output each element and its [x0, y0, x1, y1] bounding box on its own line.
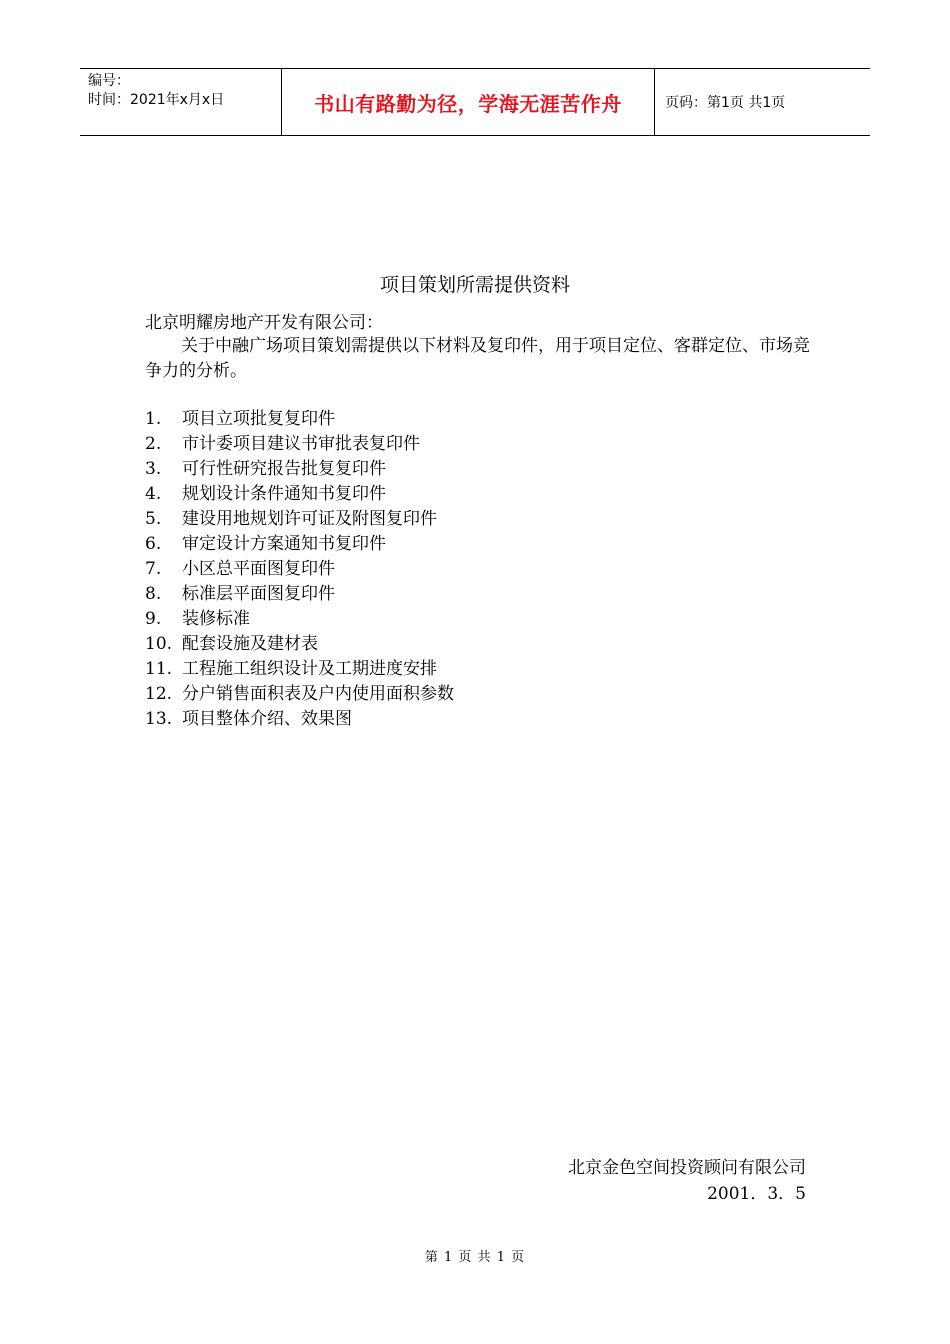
list-item-text: 建设用地规划许可证及附图复印件: [182, 509, 437, 529]
list-item-number: 10.: [145, 634, 173, 654]
signature-block: [568, 1155, 806, 1207]
list-item-number: 1.: [145, 409, 162, 429]
list-item-number: 4.: [145, 484, 162, 504]
signature-date: 2001．3．5: [707, 1184, 806, 1204]
list-item: [145, 557, 454, 582]
list-item-number: 13.: [145, 709, 173, 729]
list-item-text: 审定设计方案通知书复印件: [182, 534, 386, 554]
list-item: [145, 457, 454, 482]
list-item-number: 8.: [145, 584, 162, 604]
list-item-text: 项目立项批复复印件: [182, 409, 335, 429]
list-item-text: 标准层平面图复印件: [182, 584, 335, 604]
list-item: [145, 657, 454, 682]
list-item-number: 5.: [145, 509, 162, 529]
list-item-number: 6.: [145, 534, 162, 554]
list-item: [145, 432, 454, 457]
list-item-text: 装修标准: [182, 609, 250, 629]
list-item-number: 9.: [145, 609, 162, 629]
signature-company: 北京金色空间投资顾问有限公司: [568, 1158, 806, 1178]
list-item-number: 11.: [145, 659, 173, 679]
header-page-cell: [655, 69, 870, 135]
list-item-text: 市计委项目建议书审批表复印件: [182, 434, 420, 454]
addressee: 北京明耀房地产开发有限公司：: [145, 313, 383, 333]
list-item: [145, 507, 454, 532]
materials-list: [145, 407, 454, 732]
page-header: [80, 68, 870, 136]
list-item-number: 7.: [145, 559, 162, 579]
list-item: [145, 482, 454, 507]
list-item-text: 分户销售面积表及户内使用面积参数: [182, 684, 454, 704]
intro-paragraph: 关于中融广场项目策划需提供以下材料及复印件，用于项目定位、客群定位、市场竞争力的分析。: [145, 336, 810, 381]
list-item-text: 规划设计条件通知书复印件: [182, 484, 386, 504]
list-item-number: 2.: [145, 434, 162, 454]
document-title: 项目策划所需提供资料: [379, 274, 570, 296]
page-footer: 第 1 页 共 1 页: [424, 1250, 526, 1265]
header-motto: 书山有路勤为径，学海无涯苦作舟: [314, 91, 622, 116]
list-item-number: 12.: [145, 684, 173, 704]
list-item-text: 小区总平面图复印件: [182, 559, 335, 579]
list-item-text: 配套设施及建材表: [182, 634, 318, 654]
list-item: [145, 682, 454, 707]
header-motto-cell: [282, 69, 655, 135]
list-item: [145, 607, 454, 632]
list-item-number: 3.: [145, 459, 162, 479]
list-item-text: 可行性研究报告批复复印件: [182, 459, 386, 479]
list-item: [145, 532, 454, 557]
list-item: [145, 707, 454, 732]
doc-number-label: 编号：: [88, 73, 130, 89]
list-item: [145, 632, 454, 657]
list-item-text: 工程施工组织设计及工期进度安排: [182, 659, 437, 679]
header-meta-cell: [80, 69, 282, 135]
list-item: [145, 407, 454, 432]
list-item: [145, 582, 454, 607]
doc-date-label: 时间：2021年x月x日: [88, 92, 225, 108]
header-page-info: 页码：第1页 共1页: [665, 95, 786, 111]
list-item-text: 项目整体介绍、效果图: [182, 709, 352, 729]
